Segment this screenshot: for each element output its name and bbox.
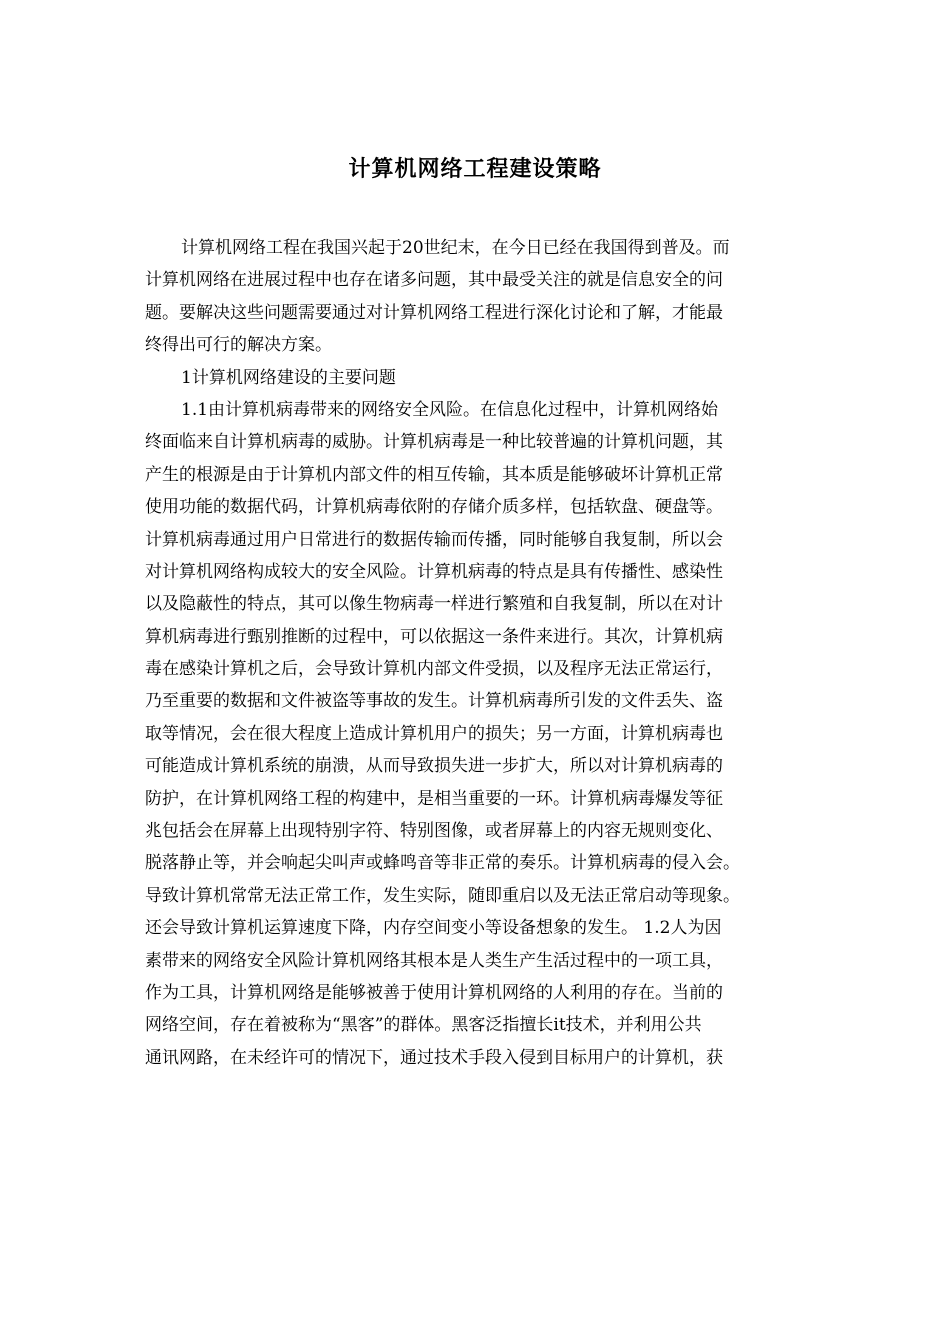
body-line: 素带来的网络安全风险计算机网络其根本是人类生产生活过程中的一项工具， — [145, 950, 723, 971]
body-line: 防护，在计算机网络工程的构建中，是相当重要的一环。计算机病毒爆发等征 — [145, 788, 723, 809]
body-line: 1计算机网络建设的主要问题 — [181, 367, 396, 388]
body-line: 计算机病毒通过用户日常进行的数据传输而传播，同时能够自我复制，所以会 — [145, 529, 723, 550]
document-body — [145, 232, 810, 1074]
body-line: 乃至重要的数据和文件被盗等事故的发生。计算机病毒所引发的文件丢失、盗 — [145, 691, 723, 712]
body-line: 脱落静止等，并会响起尖叫声或蜂鸣音等非正常的奏乐。计算机病毒的侵入会。 — [145, 853, 740, 874]
body-line: 终面临来自计算机病毒的威胁。计算机病毒是一种比较普遍的计算机问题，其 — [145, 432, 723, 453]
body-line: 取等情况，会在很大程度上造成计算机用户的损失；另一方面，计算机病毒也 — [145, 723, 723, 744]
body-line: 还会导致计算机运算速度下降，内存空间变小等设备想象的发生。 1.2人为因 — [145, 918, 722, 939]
document-title: 计算机网络工程建设策略 — [348, 156, 602, 182]
body-line: 可能造成计算机系统的崩溃，从而导致损失进一步扩大，所以对计算机病毒的 — [145, 756, 723, 777]
body-line: 毒在感染计算机之后，会导致计算机内部文件受损，以及程序无法正常运行， — [145, 659, 723, 680]
body-line: 题。要解决这些问题需要通过对计算机网络工程进行深化讨论和了解，才能最 — [145, 302, 723, 323]
body-line: 通讯网路，在未经许可的情况下，通过技术手段入侵到目标用户的计算机，获 — [145, 1047, 723, 1068]
body-line: 1.1由计算机病毒带来的网络安全风险。在信息化过程中，计算机网络始 — [181, 399, 719, 420]
body-line: 使用功能的数据代码，计算机病毒依附的存储介质多样，包括软盘、硬盘等。 — [145, 497, 723, 518]
body-line: 兆包括会在屏幕上出现特别字符、特别图像，或者屏幕上的内容无规则变化、 — [145, 821, 723, 842]
body-line: 以及隐蔽性的特点，其可以像生物病毒一样进行繁殖和自我复制，所以在对计 — [145, 594, 723, 615]
body-line: 产生的根源是由于计算机内部文件的相互传输，其本质是能够破坏计算机正常 — [145, 464, 723, 485]
body-line: 导致计算机常常无法正常工作，发生实际，随即重启以及无法正常启动等现象。 — [145, 885, 740, 906]
body-line: 网络空间，存在着被称为“黑客”的群体。黑客泛指擅长it技术，并利用公共 — [145, 1015, 702, 1036]
body-line: 终得出可行的解决方案。 — [145, 335, 332, 356]
body-line: 对计算机网络构成较大的安全风险。计算机病毒的特点是具有传播性、感染性 — [145, 561, 723, 582]
body-line: 计算机网络在进展过程中也存在诸多问题，其中最受关注的就是信息安全的问 — [145, 270, 723, 291]
body-line: 计算机网络工程在我国兴起于20世纪末，在今日已经在我国得到普及。而 — [181, 238, 730, 258]
body-line: 算机病毒进行甄别推断的过程中，可以依据这一条件来进行。其次，计算机病 — [145, 626, 723, 647]
body-line: 作为工具，计算机网络是能够被善于使用计算机网络的人利用的存在。当前的 — [145, 982, 723, 1003]
